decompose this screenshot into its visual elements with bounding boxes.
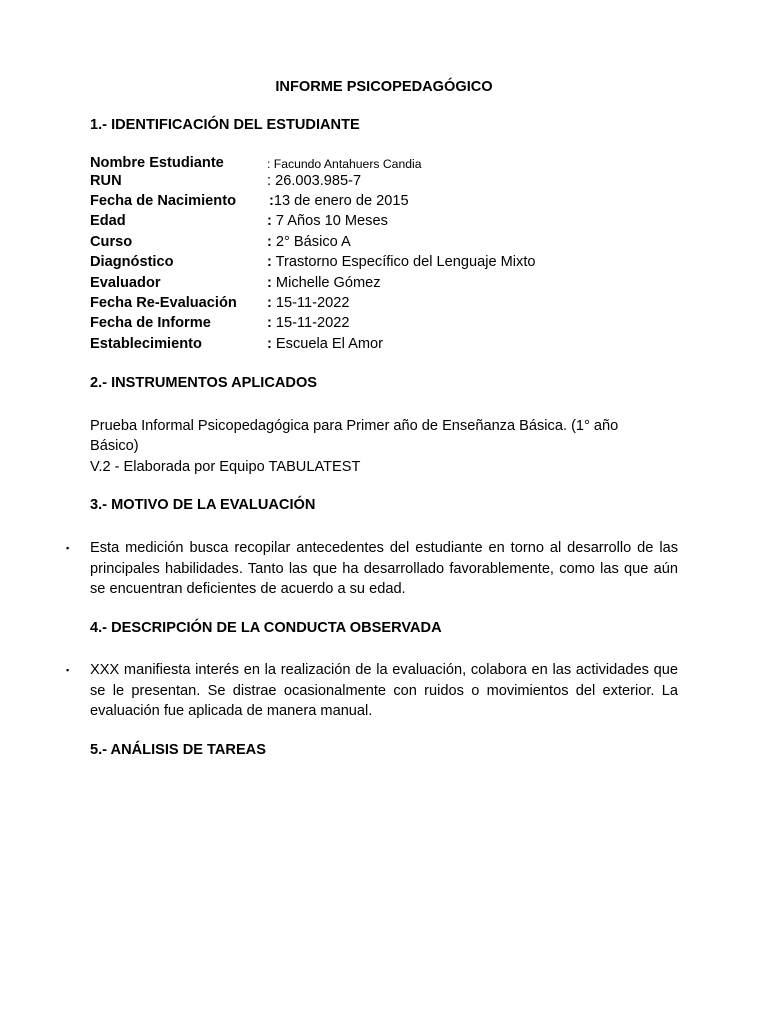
field-label-evaluador: Evaluador [90, 275, 161, 291]
instrument-line-2: Básico) [90, 438, 139, 454]
field-label-establecimiento: Establecimiento [90, 336, 202, 352]
field-label-fecha-nacimiento: Fecha de Nacimiento [90, 193, 236, 209]
motivo-paragraph: Esta medición busca recopilar antecedentes del estudiante en torno al desarrollo de las principales habilidades. Tanto las que ha desarrollado favorablemente, como las que aún se encuentran deficientes de acuerdo a su edad. [90, 540, 678, 597]
field-colon: : [267, 315, 272, 331]
field-value-text: 15-11-2022 [271, 315, 350, 331]
field-label-fecha-reevaluacion: Fecha Re-Evaluación [90, 295, 237, 311]
bullet-marker: ▪ [66, 665, 70, 675]
field-value-text: 13 de enero de 2015 [273, 193, 409, 209]
field-colon: : [267, 336, 272, 352]
field-label-curso: Curso [90, 234, 133, 250]
field-value-text: Michelle Gómez [271, 275, 381, 291]
field-value-text: Facundo Antahuers Candia [270, 157, 422, 171]
field-colon: : [267, 295, 272, 311]
field-value-fecha-reevaluacion [267, 293, 350, 313]
field-value-run [267, 171, 361, 191]
field-value-fecha-nacimiento [269, 191, 409, 211]
conducta-paragraph: XXX manifiesta interés en la realización de la evaluación, colabora en las actividades que se le presentan. Se distrae ocasionalmente con ruidos o movimientos del exterior. La evaluación fue aplicada de manera manual. [90, 662, 678, 719]
bullet-marker: ▪ [66, 543, 70, 553]
instrument-line-3: V.2 - Elaborada por Equipo TABULATEST [90, 459, 361, 475]
field-value-curso [267, 232, 351, 252]
field-colon: : [267, 157, 271, 171]
field-label-diagnostico: Diagnóstico [90, 254, 174, 270]
field-value-text: 15-11-2022 [271, 295, 350, 311]
field-value-text: 2° Básico A [271, 234, 351, 250]
field-label-edad: Edad [90, 213, 126, 229]
field-colon: : [267, 275, 272, 291]
field-colon: : [269, 193, 274, 209]
section-2-heading: 2.- INSTRUMENTOS APLICADOS [90, 375, 318, 391]
field-colon: : [267, 213, 272, 229]
field-value-text: Trastorno Específico del Lenguaje Mixto [271, 254, 536, 270]
field-label-nombre: Nombre Estudiante [90, 155, 224, 171]
section-1-heading: 1.- IDENTIFICACIÓN DEL ESTUDIANTE [90, 117, 360, 133]
section-5-heading: 5.- ANÁLISIS DE TAREAS [90, 742, 266, 758]
field-value-evaluador [267, 273, 381, 293]
field-value-establecimiento [267, 334, 383, 354]
field-value-edad [267, 211, 388, 231]
document-title: INFORME PSICOPEDAGÓGICO [275, 79, 493, 95]
field-value-text: 7 Años 10 Meses [271, 213, 388, 229]
field-value-text: Escuela El Amor [271, 336, 383, 352]
field-colon: : [267, 173, 272, 189]
section-3-heading: 3.- MOTIVO DE LA EVALUACIÓN [90, 497, 316, 513]
section-4-heading: 4.- DESCRIPCIÓN DE LA CONDUCTA OBSERVADA [90, 620, 442, 636]
field-value-diagnostico [267, 252, 536, 272]
field-value-fecha-informe [267, 313, 350, 333]
field-label-run: RUN [90, 173, 122, 189]
field-colon: : [267, 254, 272, 270]
field-label-fecha-informe: Fecha de Informe [90, 315, 211, 331]
field-value-text: 26.003.985-7 [271, 173, 362, 189]
instrument-line-1: Prueba Informal Psicopedagógica para Primer año de Enseñanza Básica. (1° año [90, 418, 619, 434]
field-colon: : [267, 234, 272, 250]
